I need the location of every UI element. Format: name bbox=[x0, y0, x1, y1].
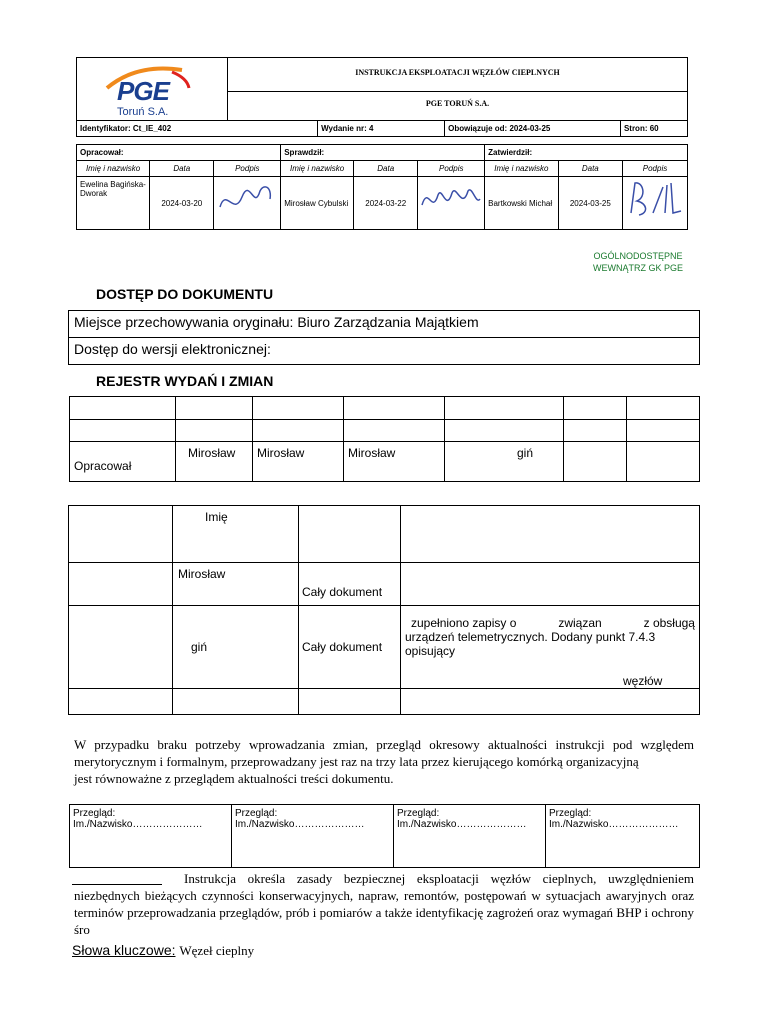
signature-icon bbox=[418, 177, 482, 221]
preparer-name: Ewelina Bagińska-Dworak bbox=[77, 177, 150, 230]
change-name: giń bbox=[173, 606, 299, 689]
approver-name: Bartkowski Michał bbox=[485, 177, 558, 230]
company-logo bbox=[77, 58, 228, 121]
checker-name: Mirosław Cybulski bbox=[281, 177, 354, 230]
storage-location: Miejsce przechowywania oryginału: Biuro Zarządzania Majątkiem bbox=[69, 311, 700, 338]
preparer-signature bbox=[214, 177, 281, 230]
review-table bbox=[69, 804, 700, 868]
register-cell: Mirosław bbox=[344, 442, 445, 482]
col-date: Data bbox=[354, 161, 418, 177]
approver-signature bbox=[623, 177, 688, 230]
col-name: Imię i nazwisko bbox=[77, 161, 150, 177]
public-label: OGÓLNODOSTĘPNE WEWNĄTRZ GK PGE bbox=[593, 251, 683, 273]
valid-from: Obowiązuje od: 2024-03-25 bbox=[445, 121, 621, 137]
logo-subtext: Toruń S.A. bbox=[117, 106, 169, 118]
access-heading: DOSTĘP DO DOKUMENTU bbox=[96, 286, 274, 302]
document-title: INSTRUKCJA EKSPLOATACJI WĘZŁÓW CIEPLNYCH bbox=[228, 58, 688, 92]
review-cell: Przegląd: Im./Nazwisko………………… bbox=[546, 805, 700, 868]
register-cell: Mirosław bbox=[176, 442, 253, 482]
change-description: zupełniono zapisy o związan z obsługą urządzeń telemetrycznych. Dodany punkt 7.4.3 opisujący węzłów bbox=[401, 606, 700, 689]
approver-date: 2024-03-25 bbox=[558, 177, 622, 230]
checked-label: Sprawdził: bbox=[281, 145, 485, 161]
company-name: PGE TORUŃ S.A. bbox=[228, 92, 688, 121]
register-heading: REJESTR WYDAŃ I ZMIAN bbox=[96, 373, 274, 389]
keywords-label: Słowa kluczowe: bbox=[72, 942, 176, 958]
signature-icon bbox=[623, 177, 687, 221]
col-sign: Podpis bbox=[418, 161, 485, 177]
changes-table bbox=[68, 505, 700, 715]
electronic-access: Dostęp do wersji elektronicznej: bbox=[69, 338, 700, 365]
col-name: Imię i nazwisko bbox=[485, 161, 558, 177]
keywords bbox=[72, 942, 254, 959]
register-table bbox=[69, 396, 700, 482]
signature-icon bbox=[214, 177, 278, 221]
change-scope: Cały dokument bbox=[299, 606, 401, 689]
col-name: Imię i nazwisko bbox=[281, 161, 354, 177]
checker-signature bbox=[418, 177, 485, 230]
identifier: Identyfikator: Ct_IE_402 bbox=[77, 121, 318, 137]
changes-name-label: Imię bbox=[173, 506, 299, 563]
review-cell: Przegląd: Im./Nazwisko………………… bbox=[70, 805, 232, 868]
col-sign: Podpis bbox=[623, 161, 688, 177]
change-scope: Cały dokument bbox=[299, 563, 401, 606]
preparer-date: 2024-03-20 bbox=[150, 177, 214, 230]
prepared-label: Opracował: bbox=[77, 145, 281, 161]
review-cell: Przegląd: Im./Nazwisko………………… bbox=[232, 805, 394, 868]
change-name: Mirosław bbox=[173, 563, 299, 606]
approved-label: Zatwierdził: bbox=[485, 145, 688, 161]
register-cell: Mirosław bbox=[253, 442, 344, 482]
register-cell: giń bbox=[445, 442, 564, 482]
document-header bbox=[76, 57, 688, 137]
keywords-value: Węzeł cieplny bbox=[179, 943, 255, 958]
access-table bbox=[68, 310, 700, 365]
logo-text: PGE bbox=[117, 76, 169, 106]
review-paragraph: W przypadku braku potrzeby wprowadzania zmian, przegląd okresowy aktualności instrukcji pod względem merytorycznym i formalnym, przeprowadzany jest raz na trzy lata przez kierującego komórką organizacyjną jest równoważne z przeglądem aktualności treści dokumentu. bbox=[74, 737, 694, 786]
col-sign: Podpis bbox=[214, 161, 281, 177]
checker-date: 2024-03-22 bbox=[354, 177, 418, 230]
col-date: Data bbox=[150, 161, 214, 177]
register-prepared-label: Opracował bbox=[70, 442, 176, 482]
col-date: Data bbox=[558, 161, 622, 177]
review-cell: Przegląd: Im./Nazwisko………………… bbox=[394, 805, 546, 868]
pages: Stron: 60 bbox=[620, 121, 687, 137]
summary-paragraph: Instrukcja określa zasady bezpiecznej eksploatacji węzłów cieplnych, uwzględnieniem niezbędnych bieżących czynności konserwacyjnych, napraw, remontów, postępowań w sytuacjach awaryjnych oraz terminów przeprowadzania przeglądów, prób i pomiarów a także identyfikację zagrożeń oraz wymagań BHP i ochrony śro bbox=[74, 871, 694, 937]
signature-grid bbox=[76, 144, 688, 230]
edition: Wydanie nr: 4 bbox=[318, 121, 445, 137]
